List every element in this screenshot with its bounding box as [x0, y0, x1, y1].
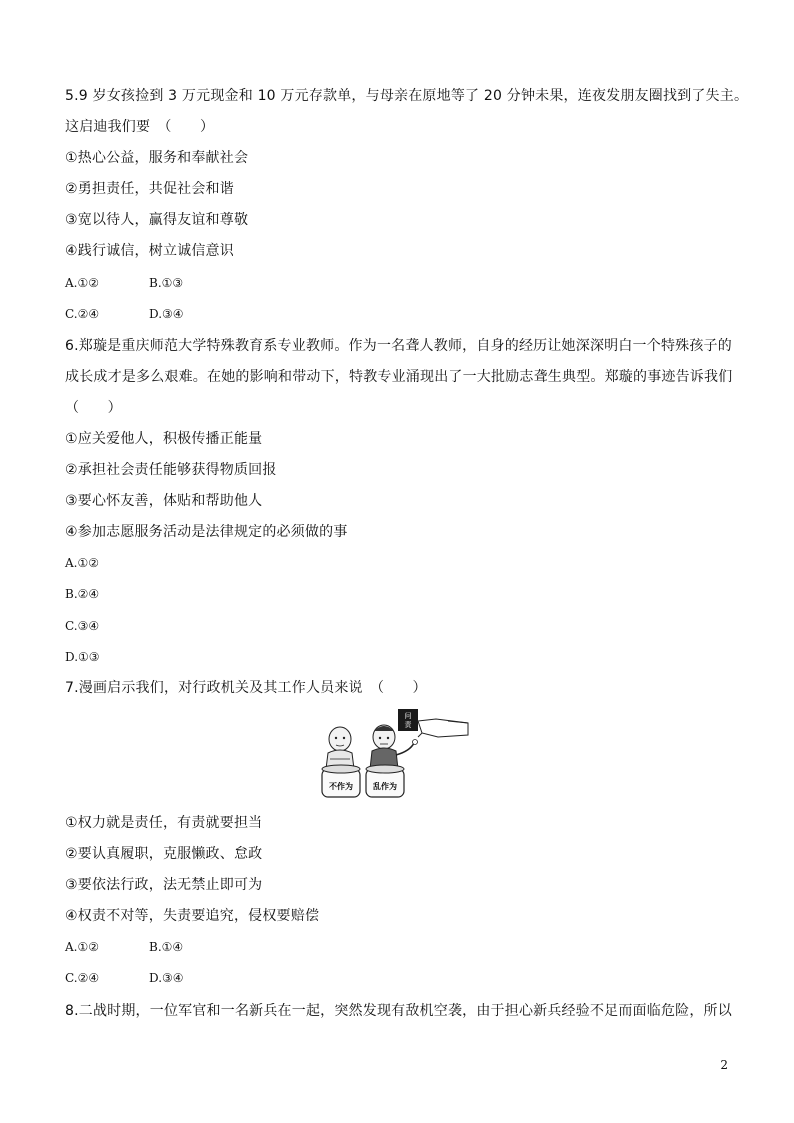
q7-option-a[interactable]: A.①② — [65, 940, 99, 954]
q7-options-row1 — [65, 937, 183, 957]
q7-item-1: ①权力就是责任，有责就要担当 — [65, 815, 263, 831]
q6-item-2: ②承担社会责任能够获得物质回报 — [65, 462, 277, 478]
q5-item-2: ②勇担责任，共促社会和谐 — [65, 181, 234, 197]
q6-stem-line3: （ ） — [65, 400, 122, 416]
q5-item-3: ③宽以待人，赢得友谊和尊敬 — [65, 212, 249, 228]
q6-item-3: ③要心怀友善，体贴和帮助他人 — [65, 493, 263, 509]
q6-option-d[interactable]: D.①③ — [65, 650, 100, 664]
page-number: 2 — [720, 1058, 728, 1072]
cartoon-image — [318, 707, 473, 801]
q7-stem: 7.漫画启示我们，对行政机关及其工作人员来说 （ ） — [65, 680, 427, 696]
q5-option-d[interactable]: D.③④ — [149, 307, 184, 321]
q7-item-4: ④权责不对等，失责要追究，侵权要赔偿 — [65, 908, 320, 924]
q6-stem-line2: 成长成才是多么艰难。在她的影响和带动下，特教专业涌现出了一大批励志聋生典型。郑璇的事迹告诉我们 — [65, 369, 733, 385]
q5-stem-line2: 这启迪我们要 （ ） — [65, 119, 215, 135]
q5-options-row2 — [65, 304, 184, 324]
q7-item-3: ③要依法行政，法无禁止即可为 — [65, 877, 263, 893]
q7-item-2: ②要认真履职，克服懒政、怠政 — [65, 846, 263, 862]
card-label-2: 责 — [404, 721, 412, 729]
left-seat-label: 不作为 — [329, 782, 353, 791]
q8-stem-line1: 8.二战时期，一位军官和一名新兵在一起，突然发现有敌机空袭，由于担心新兵经验不足而面临危险，所以 — [65, 1003, 732, 1019]
accountability-card — [398, 709, 468, 737]
q5-option-b[interactable]: B.①③ — [149, 276, 184, 290]
q6-item-1: ①应关爱他人，积极传播正能量 — [65, 431, 263, 447]
q7-options-row2 — [65, 968, 184, 988]
q7-option-d[interactable]: D.③④ — [149, 971, 184, 985]
q7-option-b[interactable]: B.①④ — [149, 940, 184, 954]
idle-official-figure — [322, 727, 360, 797]
q6-option-a[interactable]: A.①② — [65, 556, 99, 570]
right-seat-label: 乱作为 — [373, 782, 397, 791]
q6-option-b[interactable]: B.②④ — [65, 587, 100, 601]
q7-option-c[interactable]: C.②④ — [65, 971, 100, 985]
q6-item-4: ④参加志愿服务活动是法律规定的必须做的事 — [65, 524, 348, 540]
q5-option-c[interactable]: C.②④ — [65, 307, 100, 321]
reckless-official-figure — [366, 725, 418, 797]
q5-item-1: ①热心公益，服务和奉献社会 — [65, 150, 249, 166]
q6-stem-line1: 6.郑璇是重庆师范大学特殊教育系专业教师。作为一名聋人教师，自身的经历让她深深明白一个特殊孩子的 — [65, 338, 732, 354]
q5-options-row1 — [65, 273, 183, 293]
card-label-1: 问 — [404, 712, 412, 720]
q5-stem-line1: 5.9 岁女孩捡到 3 万元现金和 10 万元存款单，与母亲在原地等了 20 分钟未果，连夜发朋友圈找到了失主。 — [65, 88, 749, 104]
q6-option-c[interactable]: C.③④ — [65, 619, 100, 633]
q5-item-4: ④践行诚信，树立诚信意识 — [65, 243, 234, 259]
q5-option-a[interactable]: A.①② — [65, 276, 99, 290]
